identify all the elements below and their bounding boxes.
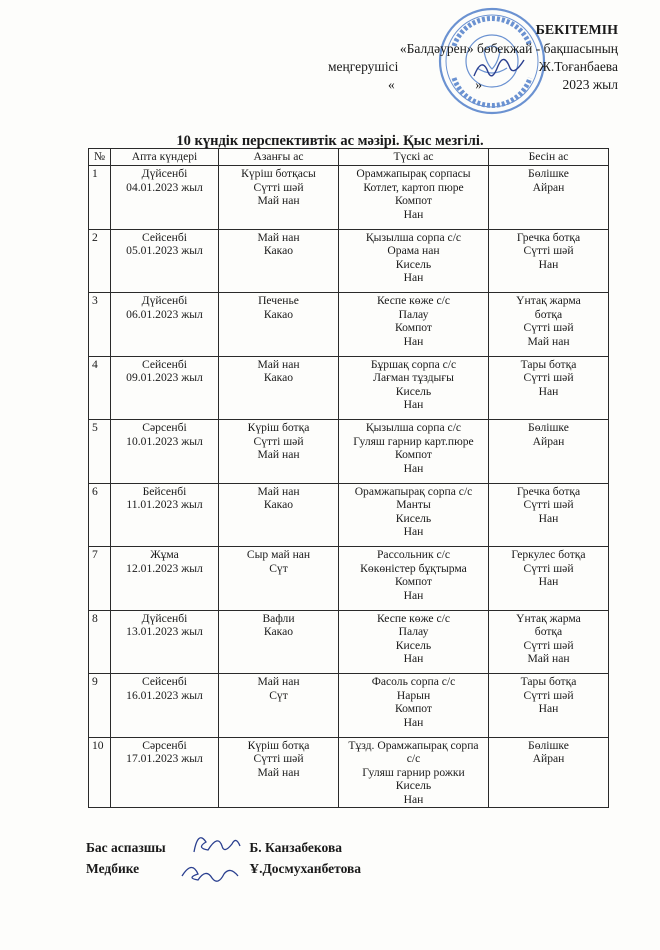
lunch-cell-line: Қызылша сорпа с/с: [365, 421, 462, 434]
lunch-cell-line: Нан: [403, 461, 424, 475]
lunch-cell: [339, 229, 489, 293]
weekday-cell: [111, 420, 219, 484]
weekday-cell-line: Дүйсенбі: [141, 294, 188, 307]
breakfast-cell: [219, 356, 339, 420]
weekday-cell-line: 05.01.2023 жыл: [126, 244, 203, 258]
menu-table: [88, 148, 609, 808]
weekday-cell-line: Бейсенбі: [142, 484, 187, 498]
weekday-cell: [111, 229, 219, 293]
lunch-cell-line: Палау: [398, 307, 429, 321]
weekday-cell-line: Сәрсенбі: [142, 421, 187, 434]
lunch-cell-line: Кисель: [395, 779, 432, 793]
row-number: 3: [89, 293, 111, 357]
lunch-cell-line: Қызылша сорпа с/с: [365, 230, 462, 244]
breakfast-cell-line: Сыр май нан: [246, 548, 311, 561]
approval-year: 2023 жыл: [562, 77, 618, 92]
snack-cell-line: Нан: [538, 384, 559, 398]
breakfast-cell: [219, 483, 339, 547]
row-number: 5: [89, 420, 111, 484]
snack-cell-line: Сүтті шәй: [523, 688, 574, 702]
row-number: 2: [89, 229, 111, 293]
snack-cell-line: Бөлішке: [528, 421, 569, 434]
breakfast-cell-line: Сүтті шәй: [253, 752, 304, 766]
lunch-cell-line: Бұршақ сорпа с/с: [370, 357, 457, 371]
document-title: 10 күндік перспективтік ас мәзірі. Қыс мезгілі.: [176, 133, 484, 149]
breakfast-cell-line: Май нан: [257, 448, 300, 462]
chef-signature: [188, 828, 244, 858]
row-number: 4: [89, 356, 111, 420]
table-row: [89, 229, 609, 293]
breakfast-cell-line: Сүт: [269, 688, 288, 702]
lunch-cell-line: Орамжапырақ сорпасы: [356, 167, 471, 180]
breakfast-cell-line: Печенье: [258, 294, 299, 307]
snack-cell-line: Май нан: [527, 334, 570, 348]
breakfast-cell-line: Какао: [263, 625, 294, 639]
lunch-cell-line: Нан: [403, 207, 424, 221]
lunch-cell-line: Фасоль сорпа с/с: [371, 675, 456, 688]
table-body: [89, 166, 609, 808]
lunch-cell-line: Кисель: [395, 257, 432, 271]
snack-cell-line: Сүтті шәй: [523, 244, 574, 258]
snack-cell-line: Гречка ботқа: [516, 484, 581, 498]
lunch-cell-line: Нан: [403, 588, 424, 602]
breakfast-cell-line: Какао: [263, 371, 294, 385]
approval-director-name: Ж.Тоғанбаева: [538, 59, 618, 74]
lunch-cell-line: Кеспе көже с/с: [377, 611, 450, 625]
lunch-cell-line: Гуляш гарнир рожки: [362, 765, 465, 779]
table-row: [89, 356, 609, 420]
lunch-cell: [339, 420, 489, 484]
lunch-cell: [339, 483, 489, 547]
lunch-cell-line: Кисель: [395, 511, 432, 525]
lunch-cell-line: Нан: [403, 271, 424, 285]
snack-cell-line: Сүтті шәй: [523, 321, 574, 335]
lunch-cell-line: Орамжапырақ сорпа с/с: [354, 484, 473, 498]
breakfast-cell-line: Күріш ботқа: [247, 738, 310, 752]
breakfast-cell: [219, 420, 339, 484]
weekday-cell-line: Сейсенбі: [142, 357, 187, 371]
table-row: [89, 547, 609, 611]
row-number: 10: [89, 737, 111, 808]
table-header-row: [89, 149, 609, 166]
breakfast-cell: [219, 610, 339, 674]
approval-line-1: «Балдәурен» бөбекжай - бақшасының: [399, 41, 618, 56]
snack-cell-line: Нан: [538, 575, 559, 589]
weekday-cell-line: 10.01.2023 жыл: [126, 434, 203, 448]
breakfast-cell-line: Май нан: [257, 675, 300, 688]
lunch-cell-line: Нарын: [396, 688, 431, 702]
weekday-cell-line: 12.01.2023 жыл: [126, 561, 203, 575]
lunch-cell: [339, 674, 489, 738]
breakfast-cell: [219, 674, 339, 738]
snack-cell-line: Сүтті шәй: [523, 498, 574, 512]
lunch-cell: [339, 356, 489, 420]
table-row: [89, 483, 609, 547]
weekday-cell: [111, 166, 219, 230]
lunch-cell-line: Компот: [395, 702, 432, 716]
weekday-cell: [111, 356, 219, 420]
breakfast-cell-line: Май нан: [257, 230, 300, 244]
weekday-cell-line: 16.01.2023 жыл: [126, 688, 203, 702]
chef-name: Б. Канзабекова: [249, 840, 342, 855]
snack-cell-line: Гречка ботқа: [516, 230, 581, 244]
lunch-cell: [339, 610, 489, 674]
weekday-cell-line: 04.01.2023 жыл: [126, 180, 203, 194]
lunch-cell-line: Рассольник с/с: [376, 548, 451, 561]
breakfast-cell: [219, 229, 339, 293]
snack-cell-line: Нан: [538, 511, 559, 525]
table-row: [89, 166, 609, 230]
lunch-cell-line: Гуляш гарнир карт.пюре: [353, 434, 474, 448]
snack-cell-line: Тары ботқа: [520, 675, 577, 688]
table-row: [89, 293, 609, 357]
row-number: 7: [89, 547, 111, 611]
weekday-cell-line: 09.01.2023 жыл: [126, 371, 203, 385]
lunch-cell-line: с/с: [406, 752, 421, 766]
snack-cell-line: Айран: [532, 180, 565, 194]
row-number: 1: [89, 166, 111, 230]
approval-position: меңгерушісі: [328, 59, 399, 74]
lunch-cell-line: Нан: [403, 715, 424, 729]
row-number: 9: [89, 674, 111, 738]
lunch-cell-line: Котлет, картоп пюре: [363, 180, 464, 194]
snack-cell-line: Айран: [532, 434, 565, 448]
snack-cell: [489, 674, 609, 738]
lunch-cell: [339, 293, 489, 357]
snack-cell-line: ботқа: [534, 307, 563, 321]
snack-cell-line: Май нан: [527, 652, 570, 666]
row-number: 8: [89, 610, 111, 674]
row-number: 6: [89, 483, 111, 547]
weekday-cell: [111, 610, 219, 674]
lunch-cell-line: Компот: [395, 321, 432, 335]
weekday-cell-line: Сейсенбі: [142, 230, 187, 244]
weekday-cell-line: Жұма: [150, 548, 179, 561]
snack-cell: [489, 166, 609, 230]
breakfast-cell-line: Сүтті шәй: [253, 180, 304, 194]
breakfast-cell-line: Май нан: [257, 484, 300, 498]
breakfast-cell-line: Күріш ботқасы: [241, 167, 316, 180]
snack-cell: [489, 229, 609, 293]
weekday-cell-line: 06.01.2023 жыл: [126, 307, 203, 321]
header-number: №: [89, 149, 111, 166]
snack-cell-line: Үнтақ жарма: [516, 611, 581, 625]
snack-cell-line: Нан: [538, 702, 559, 716]
lunch-cell-line: Компот: [395, 575, 432, 589]
breakfast-cell-line: Сүтті шәй: [253, 434, 304, 448]
snack-cell-line: Айран: [532, 752, 565, 766]
lunch-cell: [339, 166, 489, 230]
snack-cell-line: Бөлішке: [528, 167, 569, 180]
chef-role: Бас аспазшы: [86, 840, 166, 855]
weekday-cell-line: 13.01.2023 жыл: [126, 625, 203, 639]
snack-cell: [489, 483, 609, 547]
lunch-cell-line: Кисель: [395, 638, 432, 652]
weekday-cell-line: Сейсенбі: [142, 675, 187, 688]
director-signature: [470, 54, 530, 86]
snack-cell-line: Сүтті шәй: [523, 561, 574, 575]
lunch-cell-line: Орама нан: [387, 244, 440, 258]
nurse-name: Ұ.Досмуханбетова: [249, 861, 362, 876]
lunch-cell-line: Тұзд. Орамжапырақ сорпа: [348, 738, 479, 752]
breakfast-cell: [219, 293, 339, 357]
breakfast-cell: [219, 737, 339, 808]
snack-cell-line: Тары ботқа: [520, 357, 577, 371]
lunch-cell-line: Компот: [395, 448, 432, 462]
lunch-cell: [339, 737, 489, 808]
breakfast-cell-line: Вафли: [262, 611, 295, 625]
breakfast-cell-line: Сүт: [269, 561, 288, 575]
lunch-cell-line: Нан: [403, 792, 424, 806]
approval-heading: БЕКІТЕМІН: [535, 23, 618, 38]
breakfast-cell-line: Май нан: [257, 357, 300, 371]
snack-cell: [489, 293, 609, 357]
lunch-cell-line: Палау: [398, 625, 429, 639]
breakfast-cell: [219, 166, 339, 230]
breakfast-cell-line: Күріш ботқа: [247, 421, 310, 434]
nurse-signature: [178, 858, 244, 886]
weekday-cell: [111, 737, 219, 808]
snack-cell-line: Бөлішке: [528, 738, 569, 752]
snack-cell: [489, 610, 609, 674]
snack-cell: [489, 547, 609, 611]
lunch-cell-line: Манты: [396, 498, 431, 512]
breakfast-cell: [219, 547, 339, 611]
header-lunch: Түскі ас: [339, 149, 489, 166]
lunch-cell-line: Компот: [395, 194, 432, 208]
lunch-cell-line: Кисель: [395, 384, 432, 398]
weekday-cell: [111, 483, 219, 547]
weekday-cell: [111, 547, 219, 611]
lunch-cell-line: Нан: [403, 525, 424, 539]
snack-cell-line: ботқа: [534, 625, 563, 639]
approval-quote-open: «: [388, 77, 395, 92]
snack-cell-line: Сүтті шәй: [523, 371, 574, 385]
nurse-role: Медбике: [86, 861, 140, 876]
breakfast-cell-line: Какао: [263, 498, 294, 512]
approval-quote-close: »: [475, 77, 482, 92]
header-weekday: Апта күндері: [111, 149, 219, 166]
weekday-cell-line: Дүйсенбі: [141, 167, 188, 180]
table-row: [89, 610, 609, 674]
breakfast-cell-line: Какао: [263, 244, 294, 258]
snack-cell-line: Нан: [538, 257, 559, 271]
weekday-cell: [111, 293, 219, 357]
snack-cell: [489, 737, 609, 808]
lunch-cell-line: Көкөністер бұқтырма: [360, 561, 467, 575]
lunch-cell-line: Нан: [403, 398, 424, 412]
weekday-cell-line: Дүйсенбі: [141, 611, 188, 625]
table-row: [89, 737, 609, 808]
weekday-cell-line: 11.01.2023 жыл: [126, 498, 203, 512]
snack-cell-line: Геркулес ботқа: [511, 548, 586, 561]
breakfast-cell-line: Май нан: [257, 765, 300, 779]
table-row: [89, 420, 609, 484]
lunch-cell-line: Кеспе көже с/с: [377, 294, 450, 307]
lunch-cell-line: Нан: [403, 334, 424, 348]
breakfast-cell-line: Какао: [263, 307, 294, 321]
lunch-cell-line: Лағман тұздығы: [373, 371, 454, 385]
snack-cell: [489, 420, 609, 484]
snack-cell: [489, 356, 609, 420]
lunch-cell: [339, 547, 489, 611]
snack-cell-line: Үнтақ жарма: [516, 294, 581, 307]
table-row: [89, 674, 609, 738]
header-breakfast: Азанғы ас: [219, 149, 339, 166]
snack-cell-line: Сүтті шәй: [523, 638, 574, 652]
lunch-cell-line: Нан: [403, 652, 424, 666]
weekday-cell-line: Сәрсенбі: [142, 738, 187, 752]
breakfast-cell-line: Май нан: [257, 194, 300, 208]
header-snack: Бесін ас: [489, 149, 609, 166]
weekday-cell: [111, 674, 219, 738]
weekday-cell-line: 17.01.2023 жыл: [126, 752, 203, 766]
